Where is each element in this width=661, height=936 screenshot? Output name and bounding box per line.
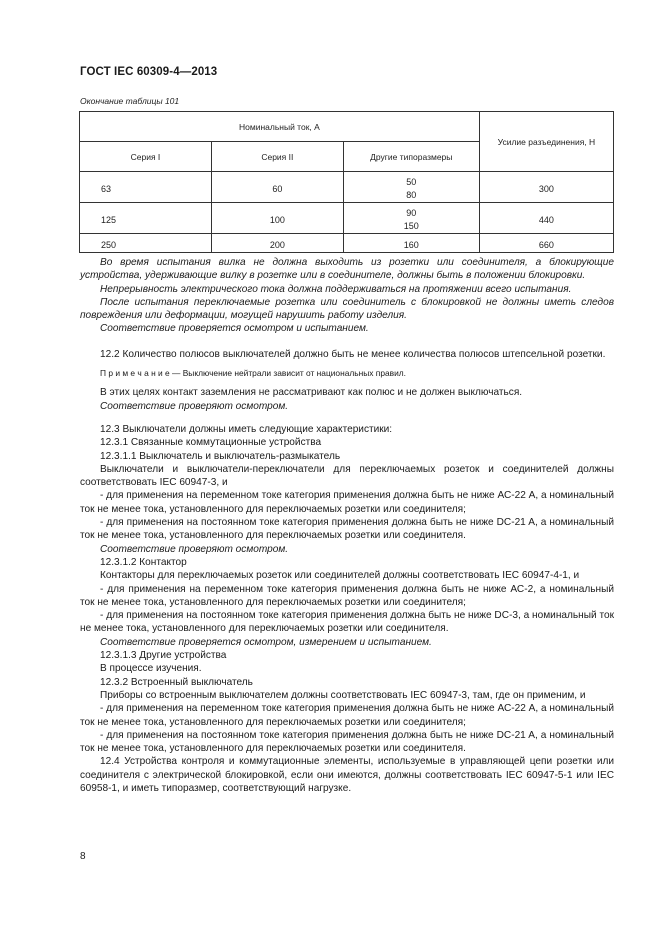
subheader-series-1: Серия I (80, 142, 212, 172)
cell-other-value: 80 (406, 190, 417, 200)
cell-other-value: 90 (406, 208, 417, 218)
section-12-3-1-1: 12.3.1.1 Выключатель и выключатель-размыкатель (100, 450, 341, 462)
page-number: 8 (80, 851, 86, 862)
paragraph: Приборы со встроенным выключателем должны соответствовать IEC 60947-3, там, где он применим, и (100, 689, 586, 701)
paragraph: Контакторы для переключаемых розеток или соединителей должны соответствовать IEC 60947-4-1, и (100, 570, 580, 582)
paragraph: Соответствие проверяют осмотром. (100, 543, 289, 555)
table-101 (79, 111, 614, 253)
cell-force: 300 (479, 172, 613, 203)
table-row (80, 234, 614, 253)
cell-series-1: 63 (80, 172, 212, 203)
cell-series-1: 125 (80, 203, 212, 234)
cell-other-value: 50 (406, 177, 417, 187)
paragraph: В процессе изучения. (100, 663, 202, 675)
section-12-3-1-3: 12.3.1.3 Другие устройства (100, 650, 227, 662)
subheader-other-sizes: Другие типоразмеры (343, 142, 479, 172)
document-header: ГОСТ IEC 60309-4—2013 (80, 66, 218, 78)
paragraph: Соответствие проверяют осмотром. (100, 400, 289, 412)
table-row (80, 172, 614, 203)
list-item: - для применения на постоянном токе категория применения должна быть не ниже DC-21 A, а номинальный ток не менее тока, установленного для переключаемых розетки или соединителя. (80, 729, 614, 755)
cell-other-sizes (343, 203, 479, 234)
section-12-2: 12.2 Количество полюсов выключателей должно быть не менее количества полюсов штепсельной розетки. (100, 348, 606, 360)
cell-series-2: 60 (211, 172, 343, 203)
section-12-3-1: 12.3.1 Связанные коммутационные устройства (100, 437, 322, 449)
paragraph: В этих целях контакт заземления не рассматривают как полюс и не должен выключаться. (100, 387, 523, 399)
table-row (80, 203, 614, 234)
section-12-3-2: 12.3.2 Встроенный выключатель (100, 676, 253, 688)
paragraph: Непрерывность электрического тока должна поддерживаться на протяжении всего испытания. (100, 283, 572, 295)
paragraph: После испытания переключаемые розетка или соединитель с блокировкой не должны иметь следов повреждения или деформации, могущей нарушить работу изделия. (80, 296, 614, 322)
force-header-cell: Усилие разъединения, Н (479, 112, 613, 172)
cell-force: 440 (479, 203, 613, 234)
table-header-row (80, 112, 614, 142)
section-12-3: 12.3 Выключатели должны иметь следующие характеристики: (100, 423, 393, 435)
cell-series-2: 200 (211, 234, 343, 253)
list-item: - для применения на постоянном токе категория применения должна быть не ниже DC-3, а номинальный ток не менее тока, установленного для переключаемых розетки или соединителя. (80, 610, 614, 635)
list-item: - для применения на переменном токе категория применения должна быть не ниже АС-2, а номинальный ток не менее тока, установленного для переключаемых розетки или соединителя; (80, 583, 614, 608)
section-12-3-1-2: 12.3.1.2 Контактор (100, 556, 187, 568)
paragraph: Соответствие проверяется осмотром, измерением и испытанием. (100, 636, 432, 648)
subheader-series-2: Серия II (211, 142, 343, 172)
group-header-cell: Номинальный ток, А (80, 112, 480, 142)
note: П р и м е ч а н и е — Выключение нейтрали зависит от национальных правил. (100, 368, 406, 379)
cell-series-2: 100 (211, 203, 343, 234)
section-12-4: 12.4 Устройства контроля и коммутационные элементы, используемые в управляющей цепи розетки или соединителя с электрической блокировкой, если они имеются, должны соответствовать IEC 60947-5-1 или IEC 60958-1, и иметь типоразмер, соответствующий нагрузке. (80, 756, 614, 794)
cell-series-1: 250 (80, 234, 212, 253)
paragraph: Во время испытания вилка не должна выходить из розетки или соединителя, а блокирующие устройства, удерживающие вилку в розетке или в соединителе, должны быть в положении блокировки. (80, 257, 614, 282)
cell-force: 660 (479, 234, 613, 253)
paragraph: Соответствие проверяется осмотром и испытанием. (100, 323, 369, 335)
cell-other-sizes: 160 (343, 234, 479, 253)
cell-other-value: 150 (403, 221, 419, 231)
list-item: - для применения на переменном токе категория применения должна быть не ниже АС-22 А, а номинальный ток не менее тока, установленного для переключаемых розетки или соединителя; (80, 703, 614, 728)
document-body (80, 256, 614, 795)
list-item: - для применения на переменном токе категория применения должна быть не ниже АС-22 А, а номинальный ток не менее тока, установленного для переключаемых розетки или соединителя; (80, 490, 614, 515)
cell-other-sizes (343, 172, 479, 203)
list-item: - для применения на постоянном токе категория применения должна быть не ниже DC-21 A, а номинальный ток не менее тока, установленного для переключаемых розетки или соединителя. (80, 517, 614, 542)
paragraph: Выключатели и выключатели-переключатели для переключаемых розеток и соединителей должны соответствовать IEC 60947-3, и (80, 463, 614, 489)
table-caption: Окончание таблицы 101 (80, 96, 180, 106)
